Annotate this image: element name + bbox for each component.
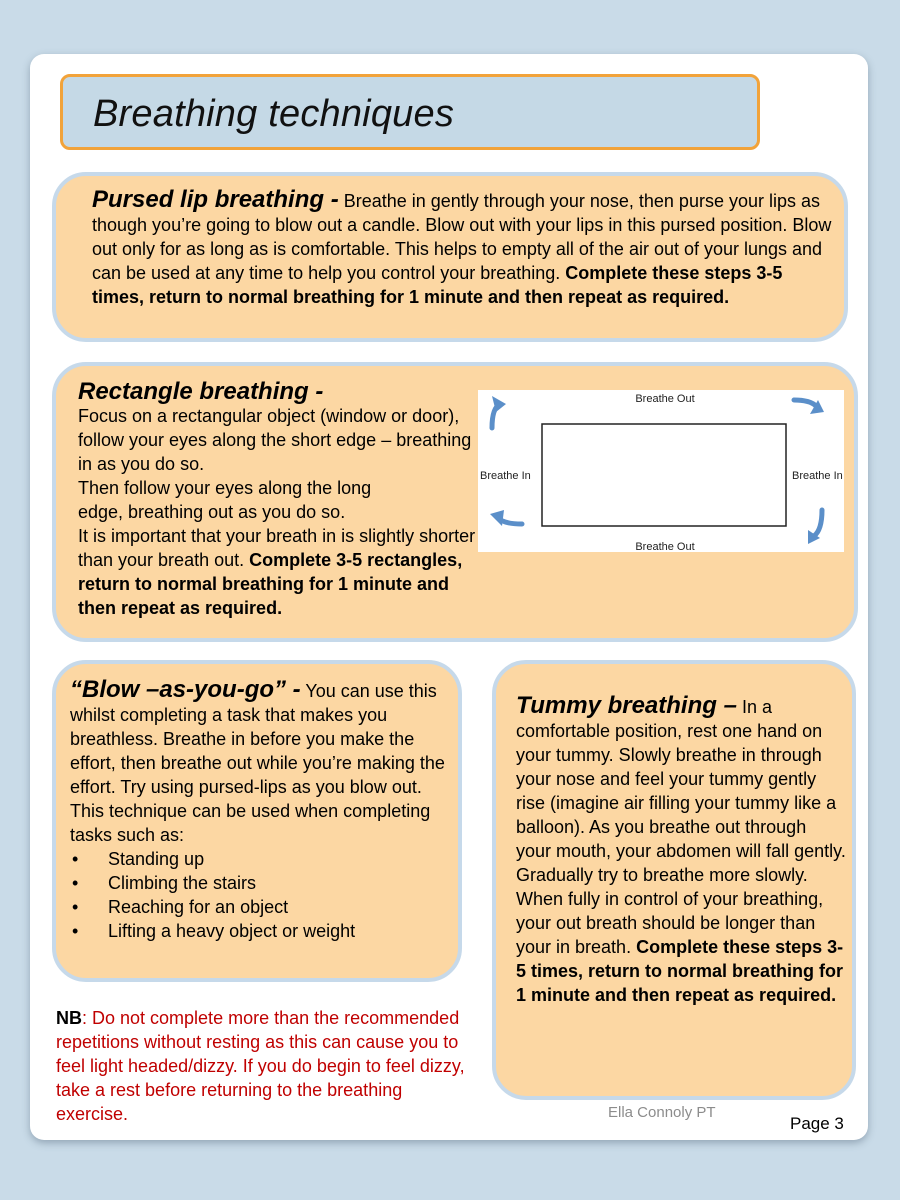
rectangle-diagram — [478, 390, 844, 552]
pursed-lip-text — [92, 188, 832, 309]
tummy-breathing-body: In a comfortable position, rest one hand on your tummy. Slowly breathe in through your nose and feel your tummy gently rise (imagine air filling your tummy like a balloon). As you breathe out through your mouth, your abdomen will fall gently. Gradually try to breathe more slowly. When fully in control of your breathing, your out breath should be longer than your in breath. — [516, 697, 846, 957]
curved-arrow-up-icon — [492, 396, 506, 428]
diagram-label-right: Breathe In — [792, 470, 843, 482]
task-list — [70, 847, 455, 943]
list-item: • Climbing the stairs — [70, 871, 455, 895]
nb-warning — [56, 1006, 466, 1126]
rectangle-line-1: Focus on a rectangular object (window or door), follow your eyes along the short edge – breathing in as you do so. — [78, 406, 472, 474]
rectangle-line-3-text: It is important that your breath in is slightly shorter than your breath out. — [78, 526, 476, 570]
pursed-lip-card — [52, 172, 848, 342]
list-item: • Reaching for an object — [70, 895, 455, 919]
curved-arrow-left-icon — [490, 510, 522, 526]
pursed-lip-heading: Pursed lip breathing - — [92, 186, 339, 213]
rectangle-diagram-svg — [478, 390, 844, 552]
blow-as-you-go-heading: “Blow –as-you-go” - — [70, 676, 301, 703]
rectangle-text — [78, 380, 478, 620]
blow-as-you-go-text — [70, 678, 455, 943]
page-number: Page 3 — [790, 1114, 844, 1133]
diagram-label-bottom: Breathe Out — [635, 541, 695, 552]
tummy-breathing-text — [516, 694, 846, 1007]
rectangle-instruction: Complete 3-5 rectangles, return to normal breathing for 1 minute and then repeat as required. — [78, 550, 463, 618]
title-banner — [60, 74, 760, 150]
nb-label: NB — [56, 1008, 82, 1028]
diagram-label-top: Breathe Out — [635, 393, 695, 405]
tummy-breathing-card — [492, 660, 856, 1100]
curved-arrow-down-icon — [808, 510, 822, 544]
page-title: Breathing techniques — [93, 93, 455, 135]
diagram-rectangle — [542, 424, 786, 526]
list-item: • Lifting a heavy object or weight — [70, 919, 455, 943]
pursed-lip-instruction: Complete these steps 3-5 times, return to normal breathing for 1 minute and then repeat as required. — [92, 263, 783, 307]
tummy-breathing-instruction: Complete these steps 3-5 times, return to normal breathing for 1 minute and then repeat as required. — [516, 937, 844, 1005]
curved-arrow-right-icon — [794, 400, 824, 414]
author-credit: Ella Connoly PT — [608, 1104, 716, 1121]
rectangle-line-3 — [78, 524, 478, 620]
list-item: • Standing up — [70, 847, 455, 871]
tummy-breathing-heading: Tummy breathing – — [516, 692, 737, 719]
rectangle-line-2: Then follow your eyes along the long edge, breathing out as you do so. — [78, 478, 372, 522]
diagram-label-left: Breathe In — [480, 470, 531, 482]
rectangle-heading: Rectangle breathing - — [78, 378, 324, 405]
pursed-lip-body: Breathe in gently through your nose, then purse your lips as though you’re going to blow out a candle. Blow out with your lips in this pursed position. Blow out only for as long as is comfortable. This helps to empty all of the air out of your lungs and can be used at any time to help you control your breathing. — [92, 191, 832, 283]
nb-text: : Do not complete more than the recommended repetitions without resting as this can cause you to feel light headed/dizzy. If you do begin to feel dizzy, take a rest before returning to the breathing exercise. — [56, 1008, 465, 1124]
blow-as-you-go-tasks-intro: This technique can be used when completing tasks such as: — [70, 801, 431, 845]
blow-as-you-go-card — [52, 660, 462, 982]
blow-as-you-go-intro — [70, 678, 455, 799]
blow-as-you-go-body: You can use this whilst completing a task that makes you breathless. Breathe in before you make the effort, then breathe out while you’re making the effort. Try using pursed-lips as you blow out. — [70, 681, 445, 797]
